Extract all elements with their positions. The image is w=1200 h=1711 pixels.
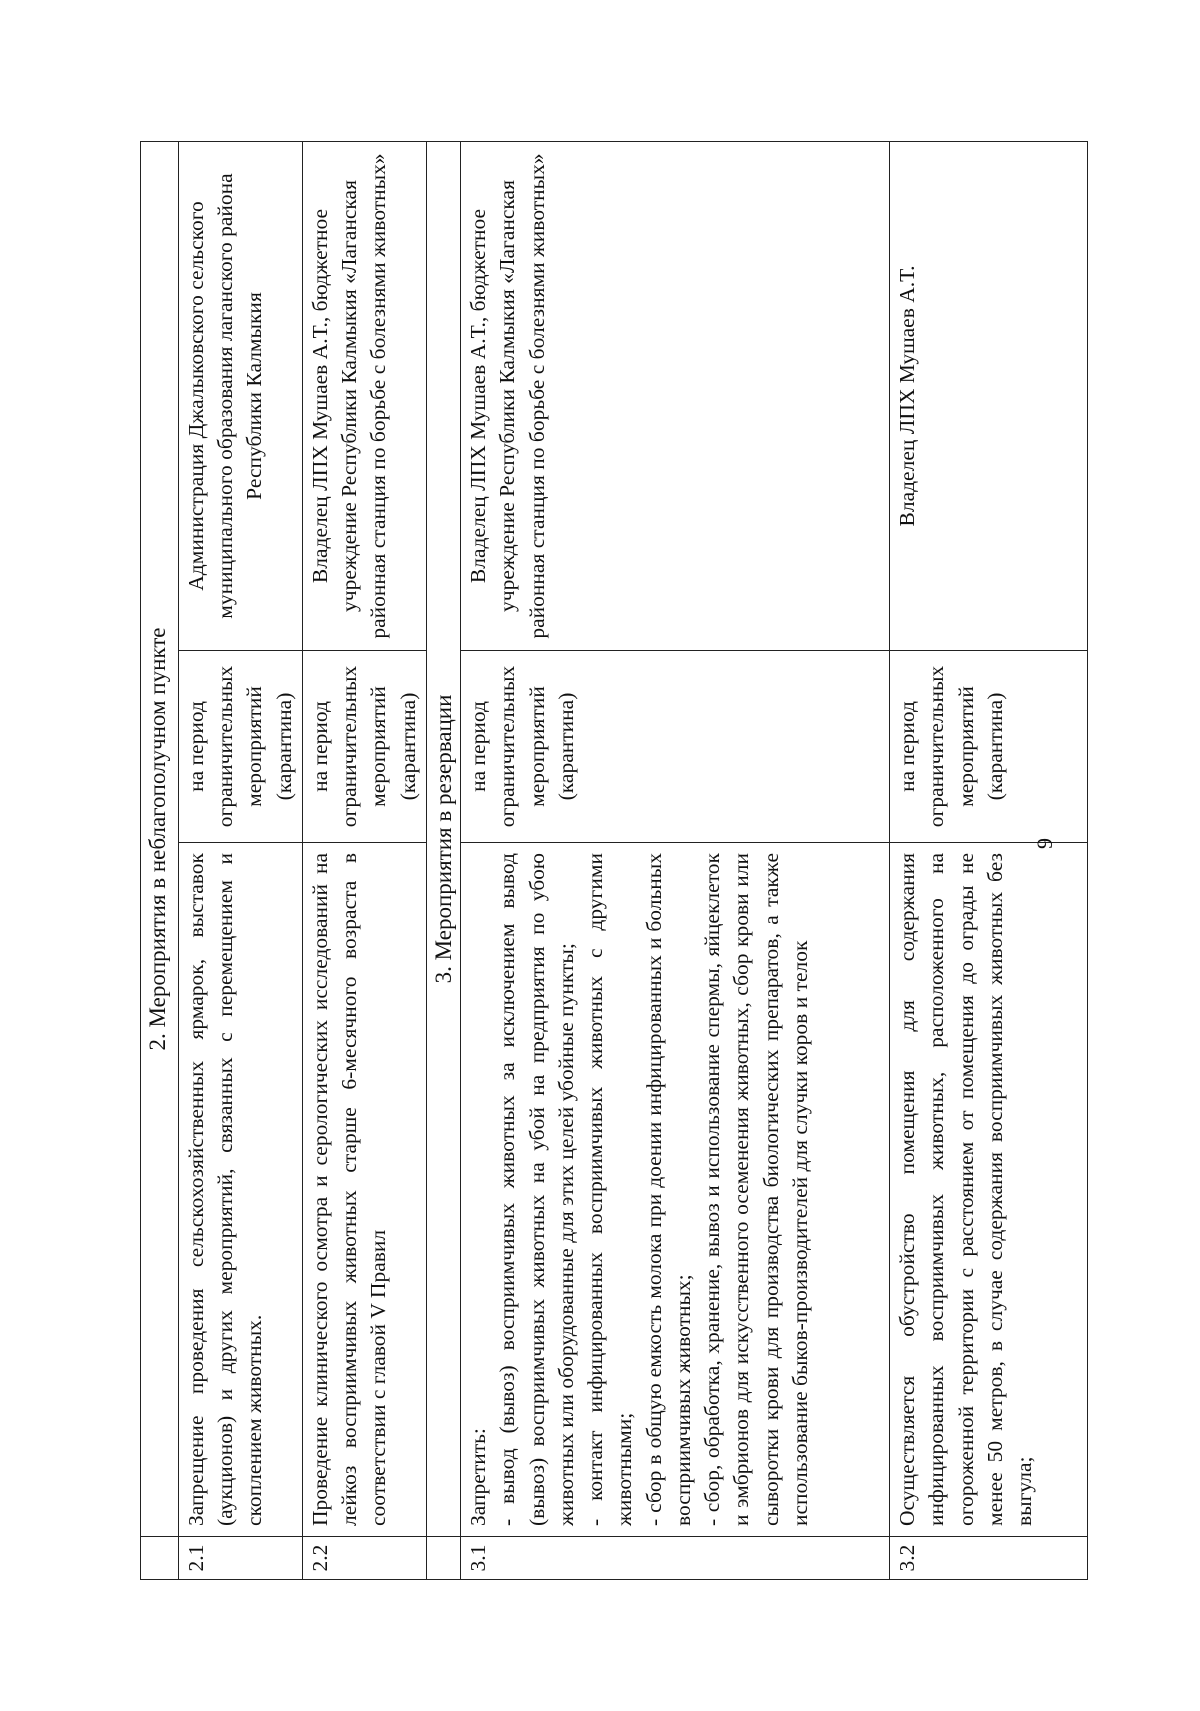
row-number: 3.2 xyxy=(890,1537,1088,1580)
row-number: 2.1 xyxy=(179,1537,303,1580)
action-intro: Запретить: xyxy=(466,1428,491,1526)
action-cell: Осуществляется обустройство помещения для содержания инфицированных восприимчивых животных, расположенного на огороженной территории с расстоянием от помещения до ограды не менее 50 метров, в случае содержания восприимчивых животных без выгула; xyxy=(890,843,1088,1537)
table-row xyxy=(890,141,1088,1579)
term-cell: на период ограничительных мероприятий (карантина) xyxy=(890,651,1088,843)
responsible-cell: Владелец ЛПХ Мушаев А.Т., бюджетное учреждение Республики Калмыкия «Лаганская районная станция по борьбе с болезнями животных» xyxy=(461,141,890,650)
page-number: 9 xyxy=(1032,838,1057,849)
table-row xyxy=(461,141,890,1579)
section-heading: 3. Мероприятия в резервации xyxy=(426,141,460,1536)
row-number: 3.1 xyxy=(461,1537,890,1580)
measures-table xyxy=(140,141,1088,1580)
term-cell: на период ограничительных мероприятий (карантина) xyxy=(302,651,426,843)
term-cell: на период ограничительных мероприятий (карантина) xyxy=(179,651,303,843)
blank-cell xyxy=(426,1537,460,1580)
action-cell: Проведение клинического осмотра и серологических исследований на лейкоз восприимчивых животных старше 6-месячного возраста в соответствии с главой V Правил xyxy=(302,843,426,1537)
list-item: - сбор в общую емкость молока при доении инфицированных и больных восприимчивых животных; xyxy=(641,853,695,1526)
table-row xyxy=(302,141,426,1579)
blank-cell xyxy=(141,1537,179,1580)
table-row xyxy=(179,141,303,1579)
action-cell: Запрещение проведения сельскохозяйственных ярмарок, выставок (аукционов) и других мероприятий, связанных с перемещением и скоплением животных. xyxy=(179,843,303,1537)
list-item: - сбор, обработка, хранение, вывоз и использование спермы, яйцеклеток и эмбрионов для искусственного осеменения животных, сбор крови или сыворотки крови для производства биологических препаратов, а также использование быков-производителей для случки коров и телок xyxy=(700,853,812,1526)
action-cell xyxy=(461,843,890,1537)
term-cell: на период ограничительных мероприятий (карантина) xyxy=(461,651,890,843)
responsible-cell: Владелец ЛПХ Мушаев А.Т., бюджетное учреждение Республики Калмыкия «Лаганская районная станция по борьбе с болезнями животных» xyxy=(302,141,426,650)
responsible-cell: Администрация Джалыковского сельского муниципального образования лаганского района Республики Калмыкия xyxy=(179,141,303,650)
list-item: - контакт инфицированных восприимчивых животных с другими животными; xyxy=(583,853,637,1526)
responsible-cell: Владелец ЛПХ Мушаев А.Т. xyxy=(890,141,1088,650)
row-number: 2.2 xyxy=(302,1537,426,1580)
section-header-row xyxy=(426,141,460,1579)
list-item: - вывод (вывоз) восприимчивых животных за исключением вывод (вывоз) восприимчивых животных на убой на предприятия по убою животных или оборудованные для этих целей убойные пункты; xyxy=(495,853,578,1526)
section-heading: 2. Мероприятия в неблагополучном пункте xyxy=(141,141,179,1536)
section-header-row xyxy=(141,141,179,1579)
